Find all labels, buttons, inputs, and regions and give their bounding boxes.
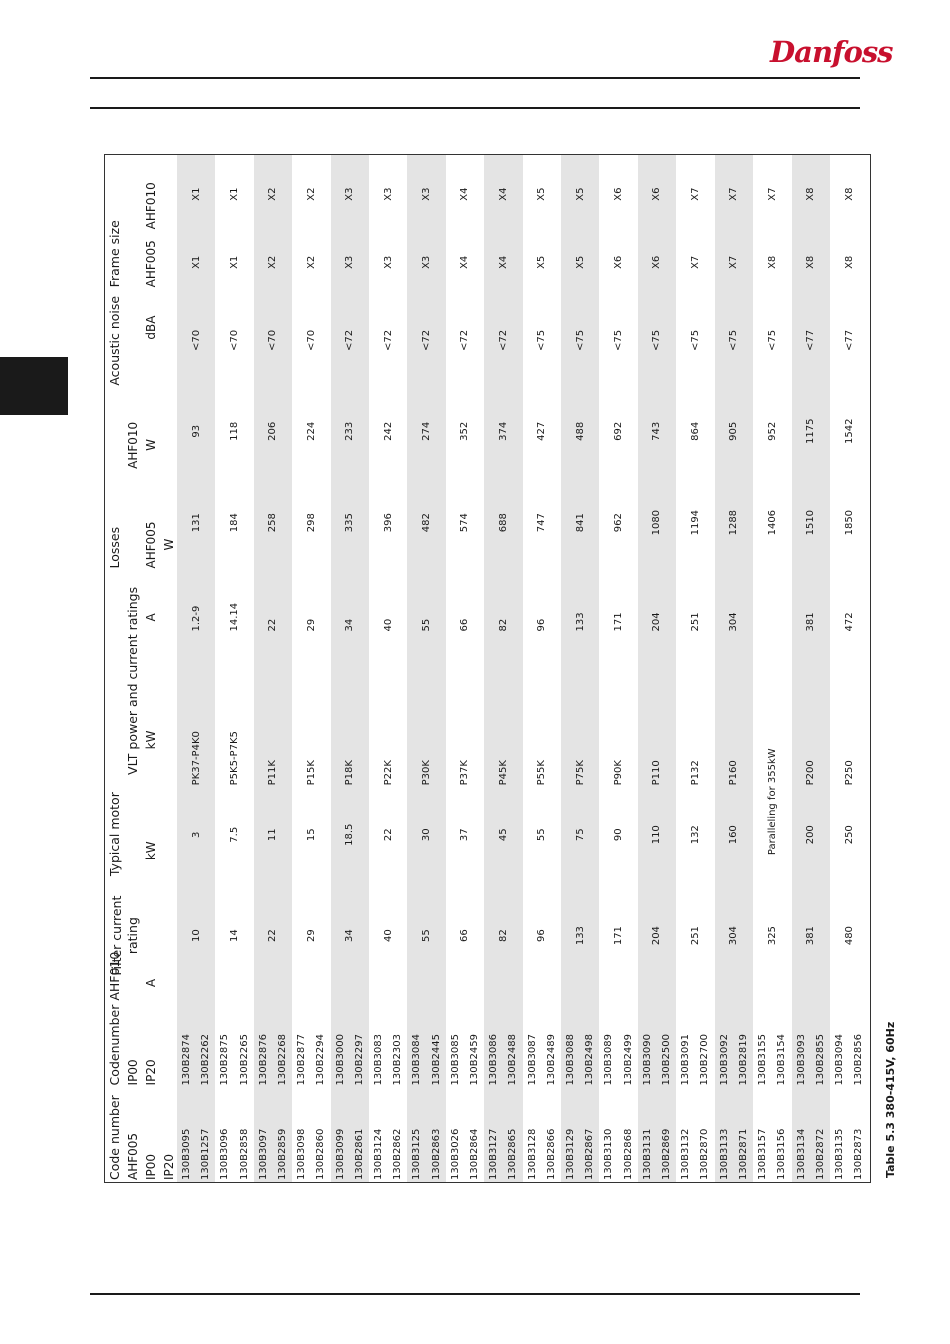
loss-ahf005-cell: 1288 bbox=[715, 473, 753, 573]
loss-ahf005-cell: 1406 bbox=[766, 509, 778, 536]
header-row-1 bbox=[105, 155, 123, 1183]
ip00-code-header: IP00 bbox=[144, 1153, 158, 1180]
noise-unit-header: dBA bbox=[144, 315, 158, 340]
motor-kw-cell: 37 bbox=[459, 828, 471, 842]
loss-ahf005-cell: 962 bbox=[613, 513, 625, 533]
loss-ahf010-cell: 206 bbox=[254, 390, 292, 473]
frame-ahf010-cell: X6 bbox=[613, 187, 625, 201]
vlt-a-cell: 133 bbox=[561, 572, 599, 635]
table-row bbox=[561, 155, 599, 1183]
code-cell: 130B3157 130B3156 bbox=[757, 1128, 788, 1180]
filter-current-cell: 96 bbox=[536, 929, 548, 942]
table-row bbox=[331, 155, 369, 1183]
vlt-kw-cell: P18K bbox=[331, 636, 369, 790]
frame-ahf010-header: AHF010 bbox=[144, 182, 158, 230]
table-row bbox=[523, 155, 561, 1183]
rotated-table-container bbox=[105, 155, 871, 1183]
filter-current-cell: 40 bbox=[382, 929, 394, 942]
code-cell: 130B3129 130B2867 bbox=[561, 1089, 599, 1183]
header-row-4 bbox=[159, 155, 177, 1183]
filter-current-cell: 251 bbox=[689, 926, 701, 946]
vlt-kw-cell: P22K bbox=[382, 760, 394, 786]
frame-ahf010-cell: X3 bbox=[331, 155, 369, 233]
loss-ahf010-cell: 224 bbox=[305, 421, 317, 441]
filter-current-cell: 66 bbox=[459, 929, 471, 942]
frame-ahf010-cell: X8 bbox=[843, 187, 855, 201]
filter-current-cell: 22 bbox=[254, 880, 292, 991]
ahf010-code-cell: 130B3000 130B2297 bbox=[331, 991, 369, 1089]
code-cell: 130B3133 130B2871 bbox=[715, 1089, 753, 1183]
vlt-a-unit-header: A bbox=[144, 613, 158, 622]
loss-ahf005-cell: 131 bbox=[177, 473, 215, 573]
loss-ahf005-cell: 1194 bbox=[689, 509, 701, 536]
filter-current-cell: 34 bbox=[331, 880, 369, 991]
paralleling-note-cell: Paralleling for 355kW bbox=[766, 748, 778, 856]
ip20-ahf010-header: IP20 bbox=[144, 1059, 158, 1086]
code-cell: 130B3135 130B2873 bbox=[833, 1128, 865, 1180]
frame-ahf005-cell: X3 bbox=[382, 255, 394, 269]
frame-ahf010-cell: X1 bbox=[229, 187, 240, 201]
motor-kw-cell: 90 bbox=[613, 828, 625, 842]
losses-ahf005-header: AHF005 bbox=[144, 521, 158, 569]
motor-kw-cell: 200 bbox=[792, 789, 830, 880]
filter-specification-table bbox=[105, 155, 868, 1183]
vlt-kw-cell: P160 bbox=[715, 636, 753, 790]
vlt-a-cell: 22 bbox=[254, 572, 292, 635]
typical-motor-header: Typical motor bbox=[107, 792, 122, 877]
vlt-kw-cell: PK37-P4K0 bbox=[177, 636, 215, 790]
vlt-a-cell: 55 bbox=[407, 572, 445, 635]
dba-cell: <70 bbox=[229, 329, 240, 352]
vlt-a-cell: 304 bbox=[715, 572, 753, 635]
dba-cell: <77 bbox=[843, 329, 855, 352]
codenumber-ahf010-header: Codenumber AHF010 bbox=[107, 951, 122, 1086]
code-cell: 130B3026 130B2864 bbox=[449, 1128, 481, 1180]
loss-ahf010-cell: 352 bbox=[459, 421, 471, 441]
chapter-tab bbox=[0, 357, 68, 415]
filter-current-cell: 171 bbox=[613, 926, 625, 946]
table-row bbox=[599, 155, 637, 1183]
ahf010-code-cell: 130B3087 130B2489 bbox=[526, 1034, 557, 1086]
frame-ahf010-cell: X7 bbox=[715, 155, 753, 233]
loss-ahf010-cell: 905 bbox=[715, 390, 753, 473]
frame-ahf005-cell: X8 bbox=[766, 255, 778, 269]
filter-unit-header: A bbox=[144, 978, 158, 988]
loss-ahf010-cell: 118 bbox=[229, 421, 240, 441]
table-row bbox=[254, 155, 292, 1183]
loss-ahf010-cell: 233 bbox=[331, 390, 369, 473]
loss-ahf010-cell: 952 bbox=[766, 421, 778, 441]
vlt-a-cell: 82 bbox=[484, 572, 522, 635]
danfoss-logo: Danfoss bbox=[770, 35, 893, 69]
vlt-a-cell: 96 bbox=[536, 618, 548, 632]
dba-cell: <75 bbox=[613, 329, 625, 352]
dba-cell: <72 bbox=[459, 329, 471, 352]
vlt-a-cell: 40 bbox=[382, 618, 394, 632]
frame-ahf005-cell: X5 bbox=[561, 233, 599, 291]
loss-ahf010-cell: 374 bbox=[484, 390, 522, 473]
ahf010-code-cell: 130B2877 130B2294 bbox=[296, 1034, 327, 1086]
filter-current-cell: 82 bbox=[484, 880, 522, 991]
frame-ahf005-header: AHF005 bbox=[144, 240, 158, 288]
frame-ahf005-cell: X2 bbox=[305, 255, 317, 269]
code-cell: 130B3130 130B2868 bbox=[603, 1128, 634, 1180]
header-rule-top bbox=[90, 77, 860, 79]
motor-kw-cell: 110 bbox=[638, 789, 676, 880]
vlt-kw-cell: P110 bbox=[638, 636, 676, 790]
motor-kw-cell: 55 bbox=[536, 828, 548, 842]
loss-ahf010-cell: 274 bbox=[407, 390, 445, 473]
motor-kw-cell: 132 bbox=[689, 825, 701, 845]
table-row bbox=[369, 155, 407, 1183]
loss-ahf005-cell: 1850 bbox=[843, 509, 855, 536]
loss-ahf010-cell: 427 bbox=[536, 421, 548, 441]
acoustic-noise-header: Acoustic noise bbox=[107, 295, 122, 386]
frame-ahf010-cell: X3 bbox=[382, 187, 394, 201]
table-row bbox=[715, 155, 753, 1183]
ahf010-code-cell: 130B3088 130B2498 bbox=[561, 991, 599, 1089]
filter-current-cell: 204 bbox=[638, 880, 676, 991]
code-cell: 130B3097 130B2859 bbox=[254, 1089, 292, 1183]
table-row bbox=[638, 155, 676, 1183]
dba-cell: <75 bbox=[689, 329, 701, 352]
code-cell: 130B3132 130B2870 bbox=[680, 1128, 711, 1180]
ahf010-code-cell: 130B3085 130B2459 bbox=[449, 1034, 481, 1086]
frame-ahf010-cell: X8 bbox=[792, 155, 830, 233]
dba-cell: <75 bbox=[638, 291, 676, 389]
filter-current-cell: 304 bbox=[715, 880, 753, 991]
loss-ahf005-cell: 482 bbox=[407, 473, 445, 573]
code-cell: 130B3096 130B2858 bbox=[219, 1128, 250, 1180]
frame-ahf005-cell: X7 bbox=[689, 255, 701, 269]
ahf010-code-cell: 130B3083 130B2303 bbox=[373, 1034, 404, 1086]
motor-unit-header: kW bbox=[144, 841, 158, 861]
ahf010-code-cell: 130B3092 130B2819 bbox=[715, 991, 753, 1089]
ahf010-code-cell: 130B3155 130B3154 bbox=[757, 1034, 788, 1086]
code-cell: 130B3127 130B2865 bbox=[484, 1089, 522, 1183]
vlt-power-header: VLT power and current ratings bbox=[125, 586, 140, 775]
table-row bbox=[676, 155, 714, 1183]
frame-ahf010-cell: X2 bbox=[254, 155, 292, 233]
motor-kw-cell: 15 bbox=[305, 828, 317, 842]
header-row-3 bbox=[141, 155, 159, 1183]
dba-cell: <70 bbox=[254, 291, 292, 389]
vlt-a-cell: 14.14 bbox=[229, 602, 240, 632]
ahf010-code-cell: 130B2875 130B2265 bbox=[219, 1034, 250, 1086]
code-cell: 130B3099 130B2861 bbox=[331, 1089, 369, 1183]
ahf010-code-cell: 130B3090 130B2500 bbox=[638, 991, 676, 1089]
ahf010-code-cell: 130B3089 130B2499 bbox=[603, 1034, 634, 1086]
table-row bbox=[407, 155, 445, 1183]
table-row bbox=[830, 155, 868, 1183]
vlt-kw-cell: P132 bbox=[689, 760, 701, 786]
table-row bbox=[753, 155, 791, 1183]
frame-ahf010-cell: X3 bbox=[407, 155, 445, 233]
code-number-header: Code number bbox=[107, 1095, 122, 1180]
ahf010-code-cell: 130B3091 130B2700 bbox=[680, 1034, 711, 1086]
frame-ahf010-cell: X7 bbox=[766, 187, 778, 201]
loss-ahf005-cell: 184 bbox=[229, 513, 240, 533]
motor-kw-cell: 22 bbox=[382, 828, 394, 842]
frame-ahf010-cell: X4 bbox=[459, 187, 471, 201]
code-cell: 130B3098 130B2860 bbox=[296, 1128, 327, 1180]
loss-ahf005-cell: 688 bbox=[484, 473, 522, 573]
vlt-a-cell: 171 bbox=[613, 612, 625, 632]
frame-ahf010-cell: X1 bbox=[177, 155, 215, 233]
table-body bbox=[177, 155, 868, 1183]
ahf010-code-cell: 130B2876 130B2268 bbox=[254, 991, 292, 1089]
footer-rule bbox=[90, 1293, 860, 1295]
filter-current-cell: 325 bbox=[766, 926, 778, 946]
loss-ahf005-cell: 574 bbox=[459, 513, 471, 533]
filter-current-cell: 133 bbox=[561, 880, 599, 991]
vlt-kw-cell: P5K5-P7K5 bbox=[229, 731, 240, 786]
motor-kw-cell: 7.5 bbox=[229, 826, 240, 843]
loss-ahf005-cell: 396 bbox=[382, 513, 394, 533]
frame-ahf010-cell: X2 bbox=[305, 187, 317, 201]
frame-ahf005-cell: X4 bbox=[484, 233, 522, 291]
motor-kw-cell: 160 bbox=[715, 789, 753, 880]
code-cell: 130B3134 130B2872 bbox=[792, 1089, 830, 1183]
dba-cell: <75 bbox=[715, 291, 753, 389]
vlt-kw-cell: P11K bbox=[254, 636, 292, 790]
vlt-a-cell: 251 bbox=[689, 612, 701, 632]
code-cell: 130B3095 130B1257 bbox=[177, 1089, 215, 1183]
loss-ahf010-cell: 93 bbox=[177, 390, 215, 473]
vlt-a-cell: 34 bbox=[331, 572, 369, 635]
ahf010-code-cell: 130B3086 130B2488 bbox=[484, 991, 522, 1089]
motor-kw-cell: 75 bbox=[561, 789, 599, 880]
dba-cell: <70 bbox=[305, 329, 317, 352]
vlt-kw-cell: P55K bbox=[536, 760, 548, 786]
ip20-code-header: IP20 bbox=[162, 1153, 176, 1180]
frame-ahf010-cell: X6 bbox=[638, 155, 676, 233]
table-row bbox=[792, 155, 830, 1183]
ip00-ahf010-header: IP00 bbox=[126, 1059, 140, 1086]
dba-cell: <72 bbox=[484, 291, 522, 389]
motor-kw-cell: 30 bbox=[407, 789, 445, 880]
dba-cell: <75 bbox=[766, 329, 778, 352]
frame-ahf005-cell: X3 bbox=[407, 233, 445, 291]
vlt-a-cell: 1.2-9 bbox=[177, 572, 215, 635]
loss-ahf010-cell: 692 bbox=[613, 421, 625, 441]
vlt-kw-cell: P200 bbox=[792, 636, 830, 790]
filter-current-cell: 14 bbox=[229, 929, 240, 942]
filter-current-cell: 55 bbox=[407, 880, 445, 991]
frame-ahf005-cell: X4 bbox=[459, 255, 471, 269]
vlt-a-cell: 29 bbox=[305, 618, 317, 632]
filter-current-cell: 29 bbox=[305, 929, 317, 942]
losses-ahf005-unit-header: W bbox=[162, 538, 176, 551]
vlt-kw-cell: P30K bbox=[407, 636, 445, 790]
vlt-kw-cell: P90K bbox=[613, 760, 625, 786]
vlt-kw-cell: P37K bbox=[459, 760, 471, 786]
code-cell: 130B3124 130B2862 bbox=[373, 1128, 404, 1180]
frame-ahf005-cell: X1 bbox=[229, 255, 240, 269]
frame-ahf005-cell: X3 bbox=[331, 233, 369, 291]
ahf005-code-header: AHF005 bbox=[126, 1132, 140, 1180]
motor-kw-cell: 11 bbox=[254, 789, 292, 880]
frame-ahf010-cell: X7 bbox=[689, 187, 701, 201]
frame-ahf005-cell: X5 bbox=[536, 255, 548, 269]
vlt-a-cell: 66 bbox=[459, 618, 471, 632]
frame-ahf005-cell: X1 bbox=[177, 233, 215, 291]
ahf010-code-cell: 130B2874 130B2262 bbox=[177, 991, 215, 1089]
frame-size-header: Frame size bbox=[107, 220, 122, 288]
filter-current-cell: 10 bbox=[177, 880, 215, 991]
filter-current-cell: 381 bbox=[792, 880, 830, 991]
dba-cell: <75 bbox=[536, 329, 548, 352]
ahf010-code-cell: 130B3084 130B2445 bbox=[407, 991, 445, 1089]
dba-cell: <72 bbox=[382, 329, 394, 352]
dba-cell: <75 bbox=[561, 291, 599, 389]
vlt-a-cell: 472 bbox=[843, 612, 855, 632]
vlt-kw-cell: P15K bbox=[305, 760, 317, 786]
loss-ahf005-cell: 335 bbox=[331, 473, 369, 573]
frame-ahf010-cell: X5 bbox=[536, 187, 548, 201]
filter-current-cell: 480 bbox=[843, 926, 855, 946]
frame-ahf005-cell: X8 bbox=[843, 255, 855, 269]
loss-ahf005-cell: 1510 bbox=[792, 473, 830, 573]
vlt-kw-unit-header: kW bbox=[144, 730, 158, 750]
filter-table-frame bbox=[104, 154, 871, 1183]
loss-ahf010-cell: 1175 bbox=[792, 390, 830, 473]
table-row bbox=[215, 155, 253, 1183]
filter-current-header: Filter current rating bbox=[109, 895, 140, 976]
dba-cell: <77 bbox=[792, 291, 830, 389]
vlt-kw-cell: P250 bbox=[843, 760, 855, 786]
loss-ahf005-cell: 258 bbox=[254, 473, 292, 573]
ahf010-code-cell: 130B3093 130B2855 bbox=[792, 991, 830, 1089]
frame-ahf005-cell: X2 bbox=[254, 233, 292, 291]
loss-ahf010-cell: 1542 bbox=[843, 418, 855, 444]
table-row bbox=[177, 155, 215, 1183]
frame-ahf010-cell: X5 bbox=[561, 155, 599, 233]
table-caption: Table 5.3 380-415V, 60Hz bbox=[884, 1021, 897, 1178]
header-rule-bottom bbox=[90, 107, 860, 109]
frame-ahf005-cell: X6 bbox=[613, 255, 625, 269]
frame-ahf005-cell: X8 bbox=[792, 233, 830, 291]
table-row bbox=[446, 155, 484, 1183]
motor-kw-cell: 3 bbox=[177, 789, 215, 880]
dba-cell: <72 bbox=[331, 291, 369, 389]
vlt-kw-cell: P45K bbox=[484, 636, 522, 790]
motor-kw-cell: 45 bbox=[484, 789, 522, 880]
frame-ahf005-cell: X7 bbox=[715, 233, 753, 291]
dba-cell: <72 bbox=[407, 291, 445, 389]
losses-ahf010-header: AHF010 bbox=[126, 421, 140, 469]
code-cell: 130B3131 130B2869 bbox=[638, 1089, 676, 1183]
motor-kw-cell: 18.5 bbox=[331, 789, 369, 880]
motor-kw-cell: 250 bbox=[843, 825, 855, 845]
frame-ahf005-cell: X6 bbox=[638, 233, 676, 291]
frame-ahf010-cell: X4 bbox=[484, 155, 522, 233]
loss-ahf010-cell: 743 bbox=[638, 390, 676, 473]
loss-ahf010-cell: 488 bbox=[561, 390, 599, 473]
table-row bbox=[292, 155, 330, 1183]
loss-ahf010-cell: 242 bbox=[382, 421, 394, 441]
code-cell: 130B3125 130B2863 bbox=[407, 1089, 445, 1183]
code-cell: 130B3128 130B2866 bbox=[526, 1128, 557, 1180]
loss-ahf005-cell: 1080 bbox=[638, 473, 676, 573]
dba-cell: <70 bbox=[177, 291, 215, 389]
loss-ahf005-cell: 747 bbox=[536, 513, 548, 533]
vlt-a-cell: 381 bbox=[792, 572, 830, 635]
ahf010-code-cell: 130B3094 130B2856 bbox=[833, 1034, 865, 1086]
losses-ahf010-unit-header: W bbox=[144, 439, 158, 451]
loss-ahf005-cell: 841 bbox=[561, 473, 599, 573]
table-row bbox=[484, 155, 522, 1183]
loss-ahf010-cell: 864 bbox=[689, 421, 701, 441]
vlt-a-cell: 204 bbox=[638, 572, 676, 635]
vlt-kw-cell: P75K bbox=[561, 636, 599, 790]
loss-ahf005-cell: 298 bbox=[305, 513, 317, 533]
losses-header: Losses bbox=[107, 526, 122, 569]
